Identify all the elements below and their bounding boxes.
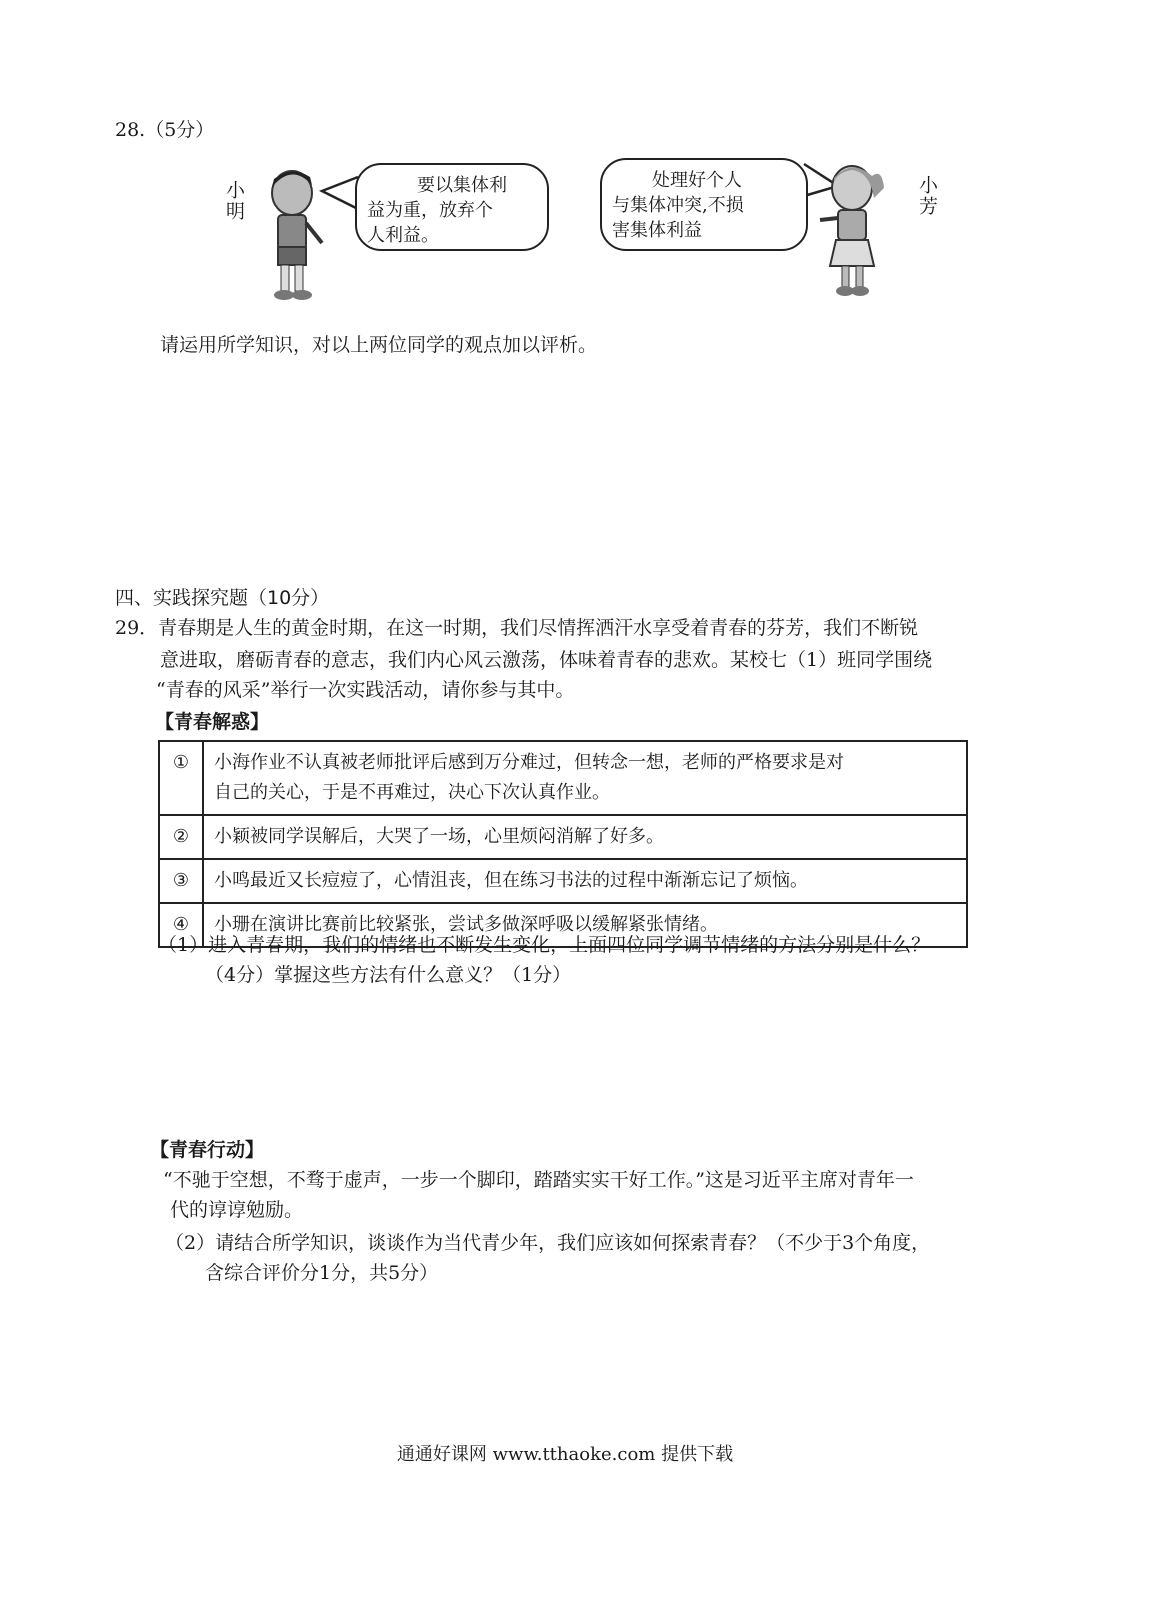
bubble-line: 害集体利益 (612, 220, 702, 241)
speaker-xiaofang: 小芳 (916, 175, 938, 217)
bubble-line: 与集体冲突,不损 (612, 195, 744, 216)
question-29-line: 意进取，磨砺青春的意志，我们内心风云激荡，体味着青春的悲欢。某校七（1）班同学围绕 (160, 649, 933, 671)
speaker-xiaoming: 小明 (223, 180, 245, 222)
row-text: 小珊在演讲比赛前比较紧张，尝试多做深呼吸以缓解紧张情绪。 (203, 903, 967, 947)
bubble-line: 人利益。 (367, 225, 439, 246)
question-28-number: 28.（5分） (115, 119, 215, 141)
table-row (159, 815, 967, 859)
row-text: 小颖被同学误解后，大哭了一场，心里烦闷消解了好多。 (203, 815, 967, 859)
row-number: ② (159, 815, 203, 859)
row-number: ① (159, 741, 203, 815)
part-1-title: 【青春解惑】 (155, 711, 270, 733)
table-row (159, 741, 967, 815)
bubble-line: 益为重，放弃个 (367, 200, 493, 221)
section-4-heading: 四、实践探究题（10分） (115, 587, 330, 609)
sub-question-2: （2）请结合所学知识，谈谈作为当代青少年，我们应该如何探索青春？（不少于3个角度， (165, 1232, 931, 1254)
sub-question-1-line2: （4分）掌握这些方法有什么意义？（1分） (205, 964, 572, 986)
row-text (203, 741, 967, 815)
bubble-line: 要以集体利 (417, 175, 507, 196)
sub-question-2-line2: 含综合评价分1分，共5分） (205, 1262, 439, 1284)
row-line: 小海作业不认真被老师批评后感到万分难过，但转念一想，老师的严格要求是对 (214, 752, 844, 773)
row-text: 小鸣最近又长痘痘了，心情沮丧，但在练习书法的过程中渐渐忘记了烦恼。 (203, 859, 967, 903)
row-line: 自己的关心，于是不再难过，决心下次认真作业。 (214, 782, 610, 803)
quote-line: 代的谆谆勉励。 (170, 1199, 304, 1221)
scenario-table (158, 740, 968, 948)
sub-question-1: （1）进入青春期，我们的情绪也不断发生变化，上面四位同学调节情绪的方法分别是什么？ (158, 934, 931, 956)
quote-line: “不驰于空想，不骛于虚声，一步一个脚印，踏踏实实干好工作。”这是习近平主席对青年一 (163, 1169, 914, 1191)
question-28-prompt: 请运用所学知识，对以上两位同学的观点加以评析。 (160, 334, 598, 356)
girl-figure-icon (812, 158, 892, 300)
table-row (159, 859, 967, 903)
part-2-title: 【青春行动】 (150, 1139, 265, 1161)
row-number: ③ (159, 859, 203, 903)
bubble-line: 处理好个人 (652, 170, 742, 191)
question-29-line: “青春的风采”举行一次实践活动，请你参与其中。 (156, 679, 575, 701)
speech-bubble-xiaoming (355, 163, 549, 251)
speech-bubble-xiaofang (600, 158, 808, 251)
question-29-line: 29．青春期是人生的黄金时期，在这一时期，我们尽情挥洒汗水享受着青春的芬芳，我们不断锐 (115, 617, 919, 639)
row-number: ④ (159, 903, 203, 947)
footer-credit: 通通好课网 www.tthaoke.com 提供下载 (396, 1444, 734, 1465)
